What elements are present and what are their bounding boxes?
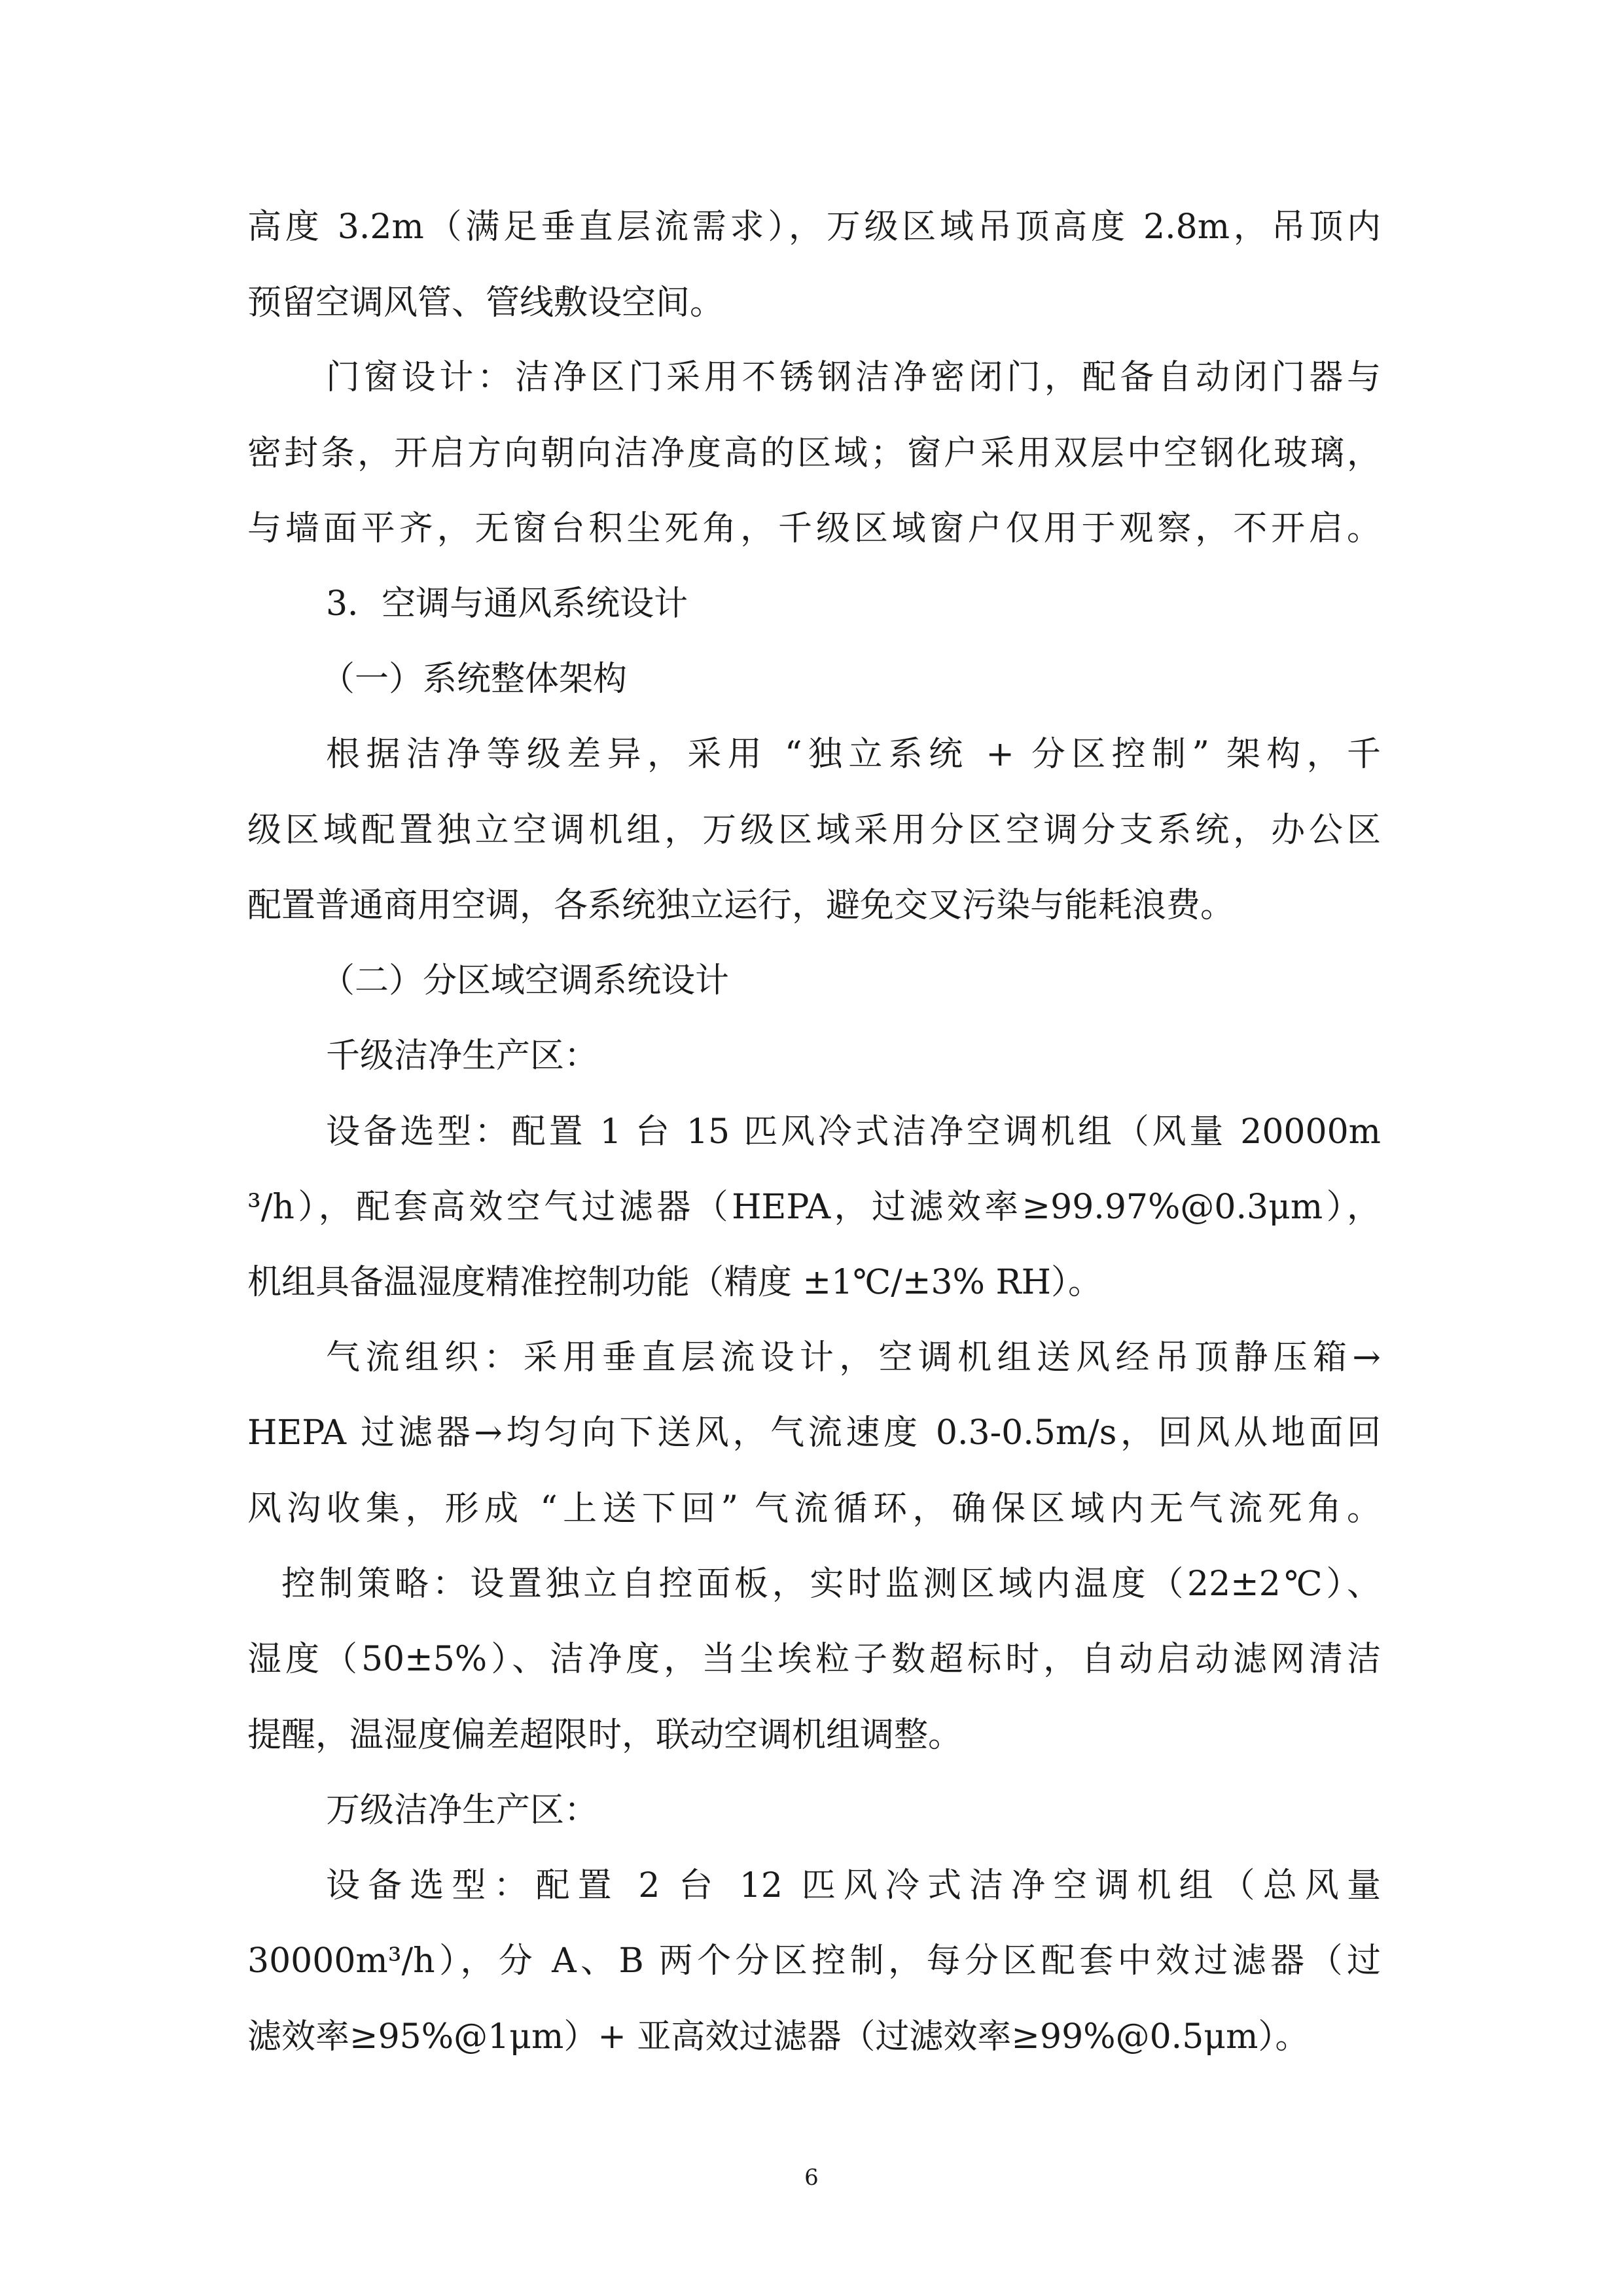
text-line: 高度 3.2m（满足垂直层流需求），万级区域吊顶高度 2.8m，吊顶内	[247, 207, 1381, 247]
text-line: 滤效率≥95%@1μm）+ 亚高效过滤器（过滤效率≥99%@0.5μm）。	[247, 2017, 1310, 2057]
text-line: ³/h），配套高效空气过滤器（HEPA，过滤效率≥99.97%@0.3μm），	[247, 1188, 1381, 1227]
text-line: 机组具备温湿度精准控制功能（精度 ±1℃/±3% RH）。	[247, 1263, 1102, 1302]
text-line: 根据洁净等级差异，采用 “独立系统 + 分区控制” 架构，千	[326, 735, 1381, 774]
subsection-heading: （二）分区域空调系统设计	[321, 961, 730, 1000]
page-number: 6	[804, 2164, 819, 2191]
text-line: 级区域配置独立空调机组，万级区域采用分区空调分支系统，办公区	[247, 811, 1381, 850]
text-line: HEPA 过滤器→均匀向下送风，气流速度 0.3-0.5m/s，回风从地面回	[247, 1413, 1381, 1453]
text-line: 与墙面平齐，无窗台积尘死角，千级区域窗户仅用于观察，不开启。	[247, 509, 1381, 548]
text-line: 配置普通商用空调，各系统独立运行，避免交叉污染与能耗浪费。	[247, 886, 1235, 925]
text-line: 风沟收集，形成 “上送下回” 气流循环，确保区域内无气流死角。	[247, 1489, 1381, 1528]
text-line: 预留空调风管、管线敷设空间。	[247, 283, 724, 323]
text-line: 密封条，开启方向朝向洁净度高的区域；窗户采用双层中空钢化玻璃，	[247, 434, 1381, 473]
text-line: 提醒，温湿度偏差超限时，联动空调机组调整。	[247, 1716, 963, 1755]
text-line: 门窗设计：洁净区门采用不锈钢洁净密闭门，配备自动闭门器与	[326, 358, 1381, 397]
text-line: 湿度（50±5%）、洁净度，当尘埃粒子数超标时，自动启动滤网清洁	[247, 1640, 1381, 1679]
text-line: 设备选型：配置 2 台 12 匹风冷式洁净空调机组（总风量	[326, 1866, 1381, 1905]
text-line: 气流组织：采用垂直层流设计，空调机组送风经吊顶静压箱→	[326, 1338, 1381, 1377]
text-line: 设备选型：配置 1 台 15 匹风冷式洁净空调机组（风量 20000m	[326, 1112, 1381, 1152]
section-heading: 3．空调与通风系统设计	[326, 584, 688, 624]
subsection-heading: （一）系统整体架构	[321, 660, 628, 699]
text-line: 控制策略：设置独立自控面板，实时监测区域内温度（22±2℃）、	[281, 1564, 1381, 1604]
text-line: 千级洁净生产区：	[326, 1036, 599, 1076]
text-line: 30000m³/h），分 A、B 两个分区控制，每分区配套中效过滤器（过	[247, 1941, 1381, 1981]
text-line: 万级洁净生产区：	[326, 1791, 599, 1830]
